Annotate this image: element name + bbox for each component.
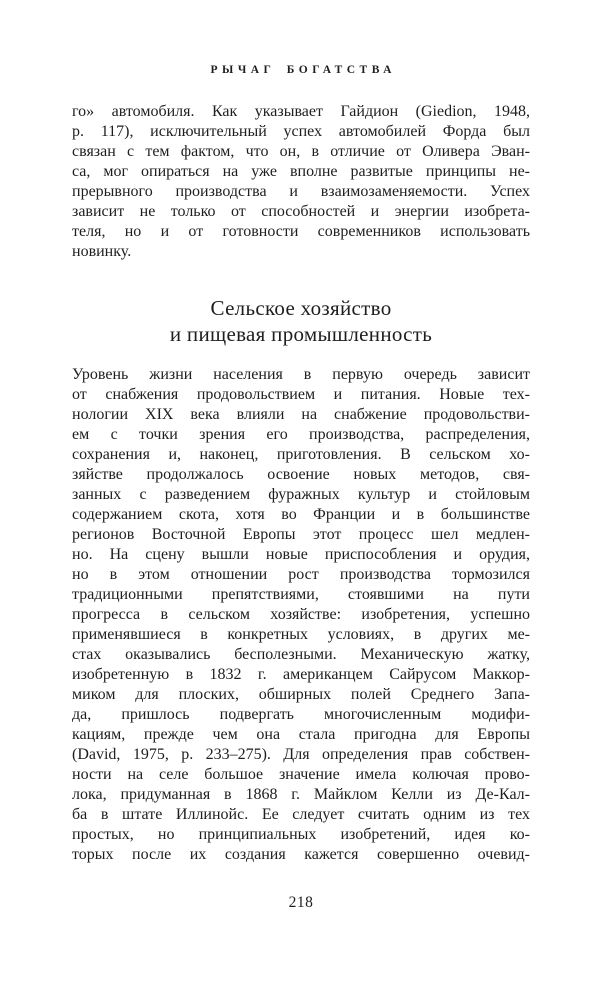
text-line: прогресса в сельском хозяйстве: изобретения, успешно (72, 606, 530, 623)
text-line: да, пришлось подвергать многочисленным модифи- (72, 706, 530, 723)
text-line: миком для плоских, обширных полей Среднего Запа- (72, 686, 530, 703)
text-line: теля, но и от готовности современников использовать (72, 223, 530, 240)
text-line: содержанием скота, хотя во Франции и в большинстве (72, 506, 530, 523)
text-line: прерывного производства и взаимозаменяемости. Успех (72, 183, 530, 200)
text-line: связан с тем фактом, что он, в отличие от Оливера Эван- (72, 143, 530, 160)
section-heading-line-1: Сельское хозяйство (210, 296, 392, 320)
text-line: стах оказывались бесполезными. Механическую жатку, (72, 646, 530, 663)
text-line: сохранения и, наконец, приготовления. В сельском хо- (72, 446, 530, 463)
text-line: традиционными препятствиями, стоявшими на пути (72, 586, 530, 603)
text-line: занных с разведением фуражных культур и стойловым (72, 486, 530, 503)
text-line: зяйстве продолжалось освоение новых методов, свя- (72, 466, 530, 483)
text-line: но. На сцену вышли новые приспособления и орудия, (72, 546, 530, 563)
page-number: 218 (288, 894, 314, 911)
text-line: от снабжения продовольствием и питания. Новые тех- (72, 386, 530, 403)
running-head: РЫЧАГ БОГАТСТВА (210, 64, 396, 76)
section-heading-line-2: и пищевая промышленность (169, 322, 433, 346)
text-line: го» автомобиля. Как указывает Гайдион (Giedion, 1948, (72, 103, 530, 120)
text-line: простых, но принципиальных изобретений, идея ко- (72, 826, 530, 843)
text-line: регионов Восточной Европы этот процесс шел медлен- (72, 526, 530, 543)
text-line: са, мог опираться на уже вполне развитые принципы не- (72, 163, 530, 180)
text-line: зависит не только от способностей и энергии изобрета- (72, 203, 530, 220)
text-line: применявшиеся в конкретных условиях, в других ме- (72, 626, 530, 643)
section-heading (72, 295, 530, 347)
text-line: но в этом отношении рост производства тормозился (72, 566, 530, 583)
text-line: (David, 1975, p. 233–275). Для определения прав собствен- (72, 746, 530, 763)
text-line: изобретенную в 1832 г. американцем Сайрусом Маккор- (72, 666, 530, 683)
text-line: ба в штате Иллинойс. Ее следует считать одним из тех (72, 806, 530, 823)
text-line: лока, придуманная в 1868 г. Майклом Келли из Де-Кал- (72, 786, 530, 803)
paragraph-agriculture (72, 365, 530, 865)
paragraph-opening-continuation (72, 102, 530, 262)
text-line: нологии XIX века влияли на снабжение продовольстви- (72, 406, 530, 423)
text-line: p. 117), исключительный успех автомобилей Форда был (72, 123, 530, 140)
text-line: торых после их создания кажется совершенно очевид- (72, 846, 530, 863)
text-line: ем с точки зрения его производства, распределения, (72, 426, 530, 443)
text-line: ности на селе большое значение имела колючая прово- (72, 766, 530, 783)
text-line: кациям, прежде чем она стала пригодна для Европы (72, 726, 530, 743)
text-line: Уровень жизни населения в первую очередь зависит (72, 366, 530, 383)
text-line: новинку. (72, 243, 132, 260)
